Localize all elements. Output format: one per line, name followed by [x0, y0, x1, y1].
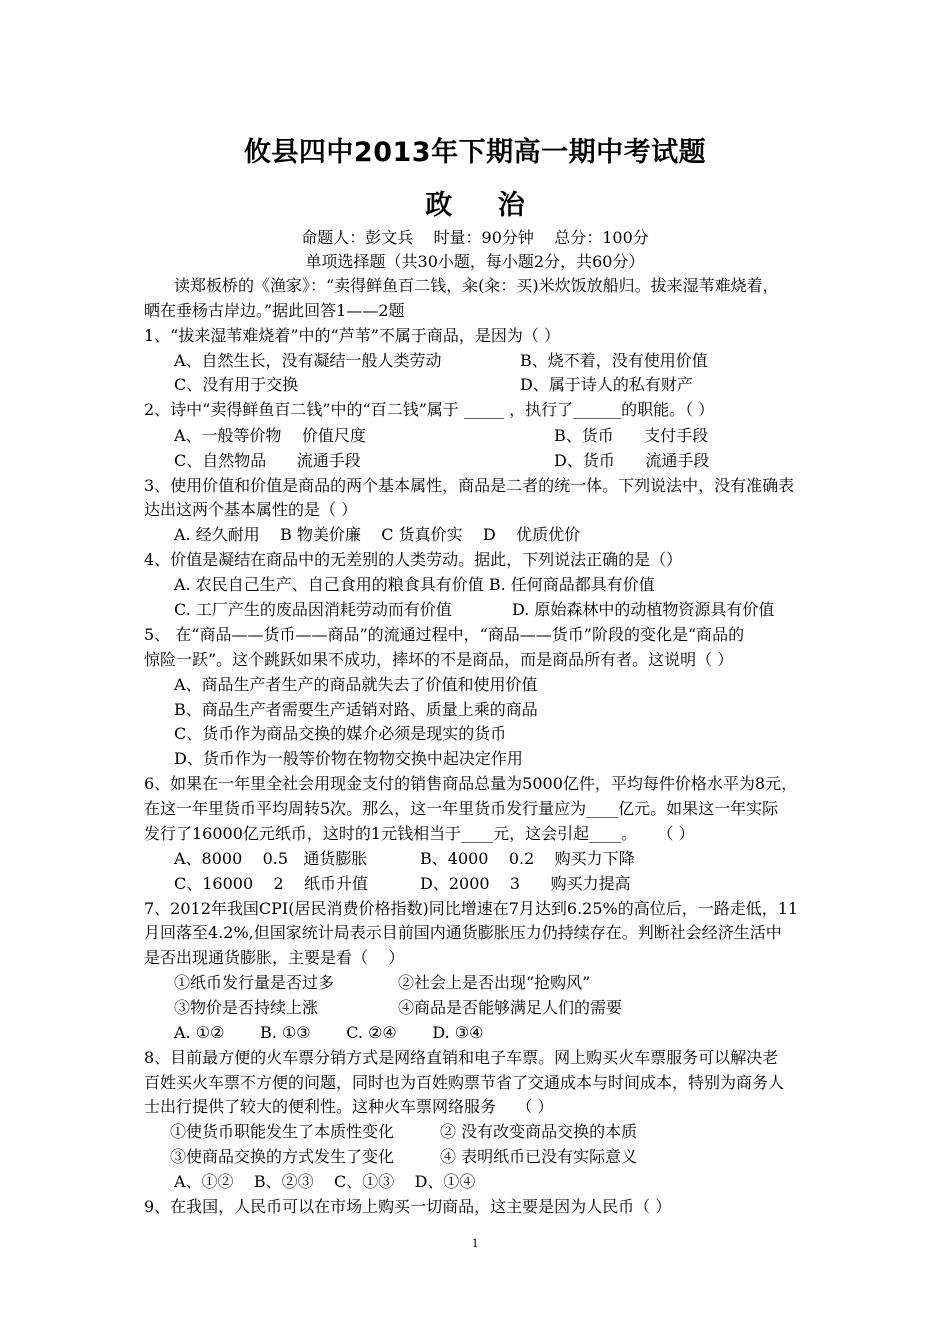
q6-stem-line-2: 在这一年里货币平均周转5次。那么，这一年里货币发行量应为____亿元。如果这一年实际: [144, 799, 779, 818]
q6-option-d: D、2000 3 购买力提高: [420, 874, 631, 893]
q3-options: A. 经久耐用 B 物美价廉 C 货真价实 D 优质优价: [174, 525, 581, 544]
q1-option-a: A、自然生长，没有凝结一般人类劳动: [174, 351, 442, 370]
q8-stem-line-2: 百姓买火车票不方便的问题，同时也为百姓购票节省了交通成本与时间成本，特别为商务人: [144, 1073, 785, 1092]
q8-item-4: ④ 表明纸币已没有实际意义: [440, 1147, 638, 1166]
q6-option-b: B、4000 0.2 购买力下降: [420, 849, 635, 868]
q8-item-1: ①使货币职能发生了本质性变化: [170, 1122, 395, 1141]
q8-options: A、①② B、②③ C、①③ D、①④: [174, 1172, 476, 1191]
q7-stem-line-2: 月回落至4.2%,但国家统计局表示目前国内通货膨胀压力仍持续存在。判断社会经济生活中: [144, 923, 782, 942]
exam-meta: 命题人：彭文兵 时量：90分钟 总分：100分: [301, 228, 649, 247]
q5-option-c: C、货币作为商品交换的媒介必须是现实的货币: [174, 724, 507, 743]
q2-option-d: D、货币 流通手段: [554, 451, 710, 470]
subject-title: 政 治: [425, 190, 543, 221]
q4-stem: 4、价值是凝结在商品中的无差别的人类劳动。据此，下列说法正确的是（）: [144, 550, 683, 569]
q6-stem-line-3: 发行了16000亿元纸币，这时的1元钱相当于____元，这会引起____。 （ ）: [144, 824, 695, 843]
q8-stem-line-3: 士出行提供了较大的便利性。这种火车票网络服务 （ ）: [144, 1097, 554, 1116]
page-number: 1: [471, 1235, 479, 1250]
q6-stem-line-1: 6、如果在一年里全社会用现金支付的销售商品总量为5000亿件，平均每件价格水平为8元，: [144, 774, 798, 793]
q2-option-c: C、自然物品 流通手段: [174, 451, 361, 470]
q8-item-3: ③使商品交换的方式发生了变化: [170, 1147, 395, 1166]
q4-option-c: C. 工厂产生的废品因消耗劳动而有价值: [174, 600, 452, 619]
q5-option-a: A、商品生产者生产的商品就失去了价值和使用价值: [174, 675, 538, 694]
q4-option-d: D. 原始森林中的动植物资源具有价值: [512, 600, 775, 619]
exam-title: 攸县四中2013年下期高一期中考试题: [243, 137, 707, 168]
q1-option-d: D、属于诗人的私有财产: [520, 375, 693, 394]
q7-options: A. ①② B. ①③ C. ②④ D. ③④: [174, 1023, 484, 1042]
q7-stem-line-3: 是否出现通货膨胀，主要是看（ ）: [144, 948, 405, 967]
q8-stem-line-1: 8、目前最方便的火车票分销方式是网络直销和电子车票。网上购买火车票服务可以解决老: [144, 1048, 779, 1067]
intro-line-1: 读郑板桥的《渔家》：“卖得鲜鱼百二钱，籴(籴：买)米炊饭放船归。拔来湿苇难烧着，: [174, 276, 779, 295]
q1-option-b: B、烧不着，没有使用价值: [520, 351, 708, 370]
q7-item-4: ④商品是否能够满足人们的需要: [398, 998, 623, 1017]
q9-stem: 9、在我国，人民币可以在市场上购买一切商品，这主要是因为人民币（ ）: [144, 1197, 672, 1216]
q6-option-a: A、8000 0.5 通货膨胀: [174, 849, 368, 868]
q1-option-c: C、没有用于交换: [174, 375, 299, 394]
q1-stem: 1、“拔来湿苇难烧着”中的“芦苇”不属于商品，是因为（ ）: [144, 326, 560, 345]
intro-line-2: 晒在垂杨古岸边。”据此回答1——2题: [144, 301, 405, 320]
q2-stem: 2、诗中“卖得鲜鱼百二钱”中的“百二钱”属于 _____ ，执行了______的职能。（ ）: [144, 400, 715, 419]
q5-option-d: D、货币作为一般等价物在物物交换中起决定作用: [174, 749, 523, 768]
q7-item-3: ③物价是否持续上涨: [174, 998, 319, 1017]
q8-item-2: ② 没有改变商品交换的本质: [440, 1122, 638, 1141]
q6-option-c: C、16000 2 纸币升值: [174, 874, 369, 893]
q2-option-a: A、一般等价物 价值尺度: [174, 426, 366, 445]
q2-option-b: B、货币 支付手段: [554, 426, 709, 445]
q4-options-ab: A. 农民自己生产、自己食用的粮食具有价值 B. 任何商品都具有价值: [174, 575, 655, 594]
q3-stem-line-1: 3、使用价值和价值是商品的两个基本属性，商品是二者的统一体。下列说法中，没有准确表: [144, 476, 795, 495]
q5-stem-line-1: 5、 在“商品——货币——商品”的流通过程中，“商品——货币”阶段的变化是“商品的: [144, 625, 745, 644]
q7-item-1: ①纸币发行量是否过多: [174, 973, 335, 992]
q5-stem-line-2: 惊险一跃”。这个跳跃如果不成功，摔坏的不是商品，而是商品所有者。这说明（ ）: [144, 650, 734, 669]
q3-stem-line-2: 达出这两个基本属性的是（ ）: [144, 500, 358, 519]
q7-item-2: ②社会上是否出现“抢购风”: [398, 973, 591, 992]
section-heading: 单项选择题（共30小题，每小题2分，共60分）: [305, 252, 645, 271]
q5-option-b: B、商品生产者需要生产适销对路、质量上乘的商品: [174, 700, 538, 719]
q7-stem-line-1: 7、2012年我国CPI(居民消费价格指数)同比增速在7月达到6.25%的高位后，一路走低，11: [144, 899, 799, 918]
